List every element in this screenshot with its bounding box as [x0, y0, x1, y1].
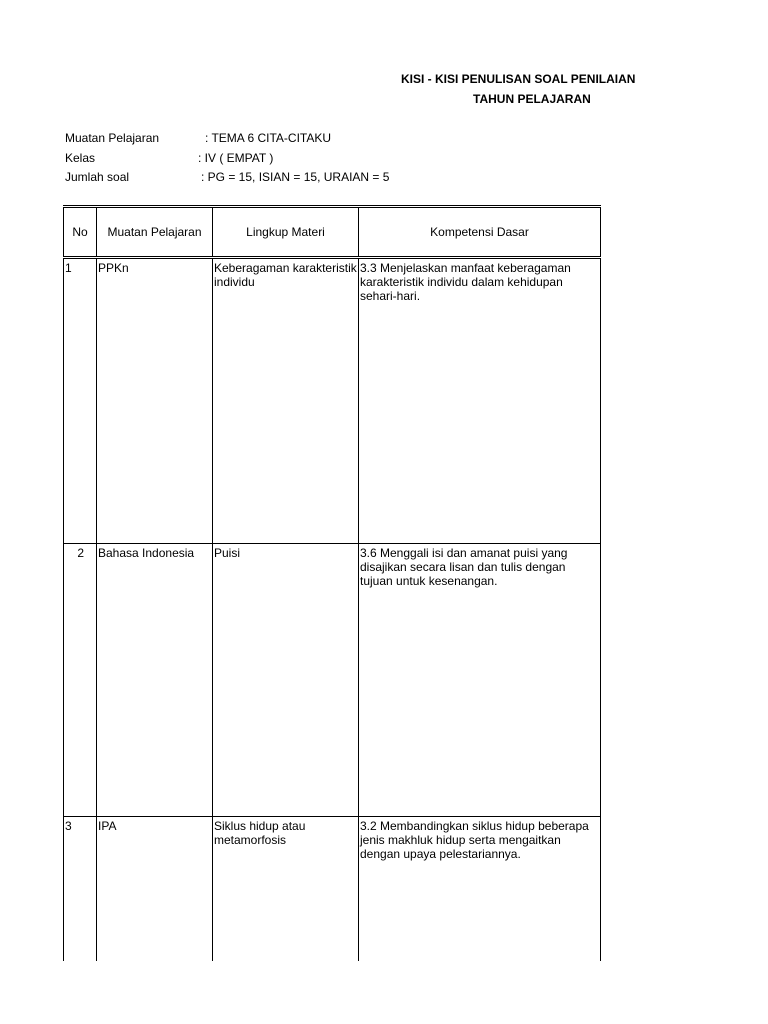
subject-value: : TEMA 6 CITA-CITAKU [205, 131, 332, 145]
row-scope: Keberagaman karakteristik individu [213, 258, 359, 544]
table-row [64, 258, 601, 544]
header-subject: Muatan Pelajaran [97, 207, 213, 258]
row-subject: IPA [97, 817, 213, 962]
row-competency: 3.3 Menjelaskan manfaat keberagaman karakteristik individu dalam kehidupan sehari-hari. [359, 258, 601, 544]
header-scope: Lingkup Materi [213, 207, 359, 258]
grid-table [63, 205, 601, 961]
subject-label: Muatan Pelajaran [65, 131, 160, 145]
question-count-label: Jumlah soal [65, 170, 130, 184]
row-competency: 3.6 Menggali isi dan amanat puisi yang disajikan secara lisan dan tulis dengan tujuan untuk kesenangan. [359, 544, 601, 817]
document-subtitle: TAHUN PELAJARAN [473, 92, 591, 106]
table-row [64, 817, 601, 962]
class-value: : IV ( EMPAT ) [198, 151, 274, 165]
row-number: 2 [64, 544, 97, 817]
table-header-row [64, 207, 601, 258]
class-label: Kelas [65, 151, 96, 165]
grid-table-container [63, 205, 600, 945]
question-count-value: : PG = 15, ISIAN = 15, URAIAN = 5 [201, 170, 390, 184]
row-subject: PPKn [97, 258, 213, 544]
table-row [64, 544, 601, 817]
row-number: 1 [64, 258, 97, 544]
row-subject: Bahasa Indonesia [97, 544, 213, 817]
row-scope: Siklus hidup atau metamorfosis [213, 817, 359, 962]
row-scope: Puisi [213, 544, 359, 817]
header-competency: Kompetensi Dasar [359, 207, 601, 258]
row-competency: 3.2 Membandingkan siklus hidup beberapa jenis makhluk hidup serta mengaitkan dengan upaya pelestariannya. [359, 817, 601, 962]
document-title: KISI - KISI PENULISAN SOAL PENILAIAN [401, 72, 636, 86]
header-no: No [64, 207, 97, 258]
row-number: 3 [64, 817, 97, 962]
